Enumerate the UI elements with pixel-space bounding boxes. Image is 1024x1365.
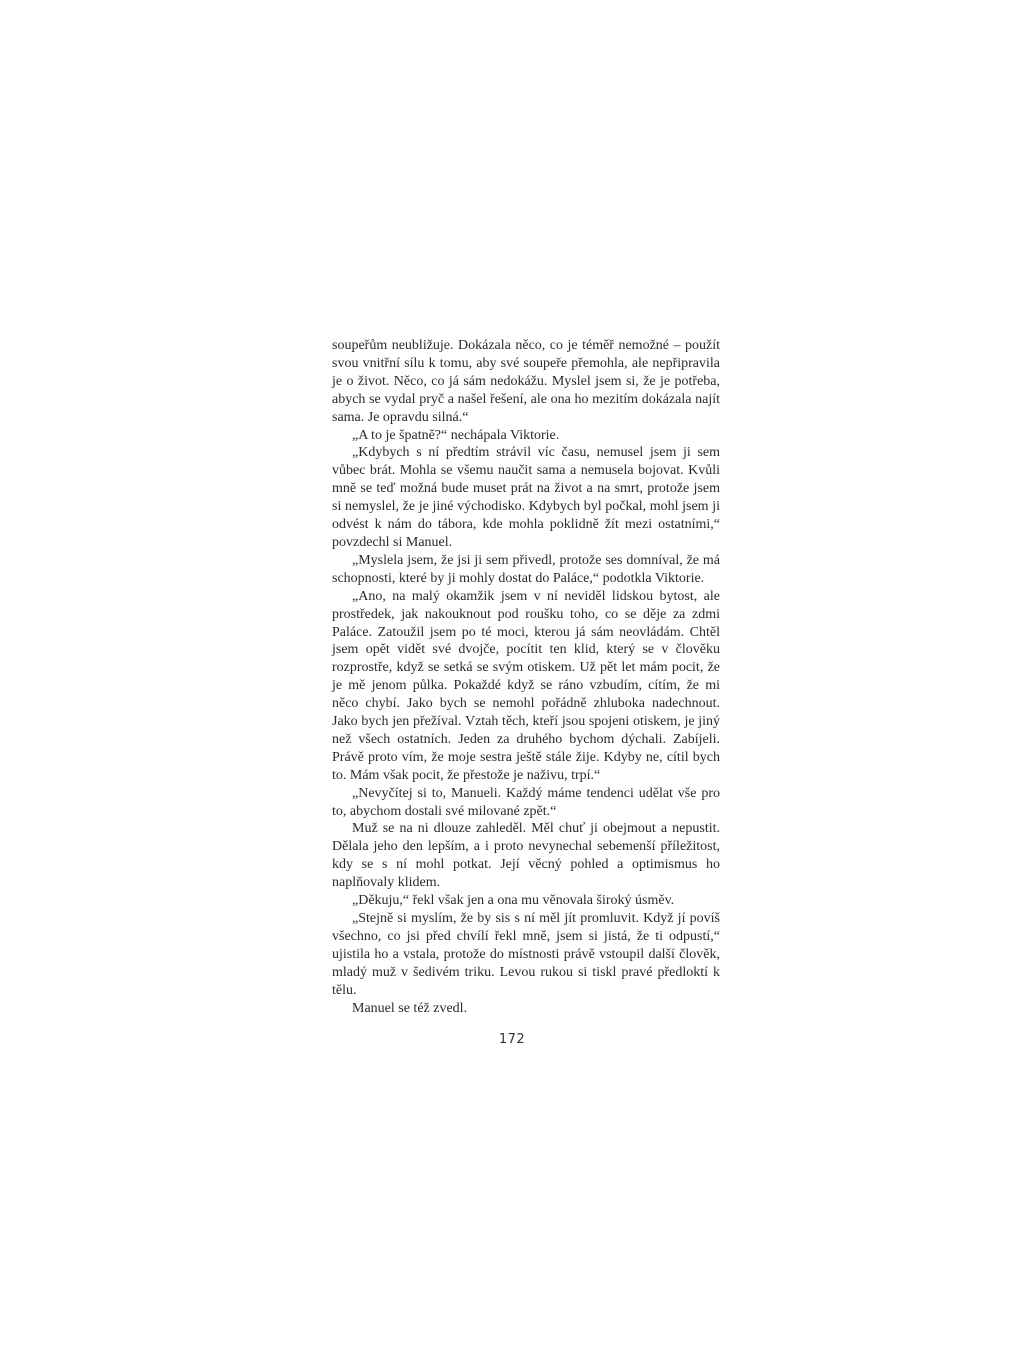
paragraph: „Děkuju,“ řekl však jen a ona mu věnovala široký úsměv. bbox=[352, 893, 675, 909]
paragraph: „Myslela jsem, že jsi ji sem přivedl, protože ses domníval, že má schopnosti, které by ji mohly dostat do Paláce,“ podotkla Viktorie. bbox=[332, 552, 720, 586]
paragraph: „Kdybych s ní předtím strávil víc času, nemusel jsem ji sem vůbec brát. Mohla se všemu naučit sama a nemusela bojovat. Kvůli mně se teď možná bude muset prát na život a na smrt, protože jsem si nemyslel, že je jiné východisko. Kdybych byl počkal, mohl jsem ji odvést k nám do tábora, kde mohla poklidně žít mezi ostatními,“ povzdechl si Manuel. bbox=[332, 445, 720, 550]
paragraph: Manuel se též zvedl. bbox=[352, 1000, 468, 1016]
paragraph: „Stejně si myslím, že by sis s ní měl jít promluvit. Když jí povíš všechno, co jsi před chvílí řekl mně, jsem si jistá, že ti odpustí,“ ujistila ho a vstala, protože do místnosti právě vstoupil další člověk, mladý muž v šedivém triku. Levou rukou si tiskl pravé předloktí k tělu. bbox=[332, 911, 720, 998]
paragraph: soupeřům neubližuje. Dokázala něco, co je téměř nemožné – použít svou vnitřní sílu k tomu, aby své soupeře přemohla, ale nepřipravila je o život. Něco, co já sám nedokážu. Myslel jsem si, že je potřeba, abych se vydal pryč a našel řešení, ale ona ho mezitím dokázala najít sama. Je opravdu silná.“ bbox=[332, 338, 720, 425]
body-text bbox=[332, 337, 720, 1017]
paragraph: Muž se na ni dlouze zahleděl. Měl chuť ji obejmout a nepustit. Dělala jeho den lepším, a i proto nevynechal sebemenší příležitost, kdy se s ní mohl potkat. Její věcný pohled a optimismus ho naplňovaly klidem. bbox=[332, 821, 720, 891]
page-number: 172 bbox=[498, 1032, 526, 1047]
paragraph: „A to je špatně?“ nechápala Viktorie. bbox=[352, 427, 560, 443]
paragraph: „Nevyčítej si to, Manueli. Každý máme tendenci udělat vše pro to, abychom dostali své milované zpět.“ bbox=[332, 785, 720, 819]
paragraph: „Ano, na malý okamžik jsem v ní neviděl lidskou bytost, ale prostředek, jak nakouknout pod roušku toho, co se děje za zdmi Paláce. Zatoužil jsem po té moci, kterou já sám neovládám. Chtěl jsem opět vidět své dvojče, pocítit ten klid, který se v člověku rozprostře, když se setká se svým otiskem. Už pět let mám pocit, že je mě jenom půlka. Pokaždé když se ráno vzbudím, cítím, že mi něco chybí. Jako bych se nemohl pořádně zhluboka nadechnout. Jako bych jen přežíval. Vztah těch, kteří jsou spojeni otiskem, je jiný než všech ostatních. Jeden za druhého bychom dýchali. Zabíjeli. Právě proto vím, že moje sestra ještě stále žije. Kdyby ne, cítil bych to. Mám však pocit, že přestože je naživu, trpí.“ bbox=[332, 588, 720, 783]
